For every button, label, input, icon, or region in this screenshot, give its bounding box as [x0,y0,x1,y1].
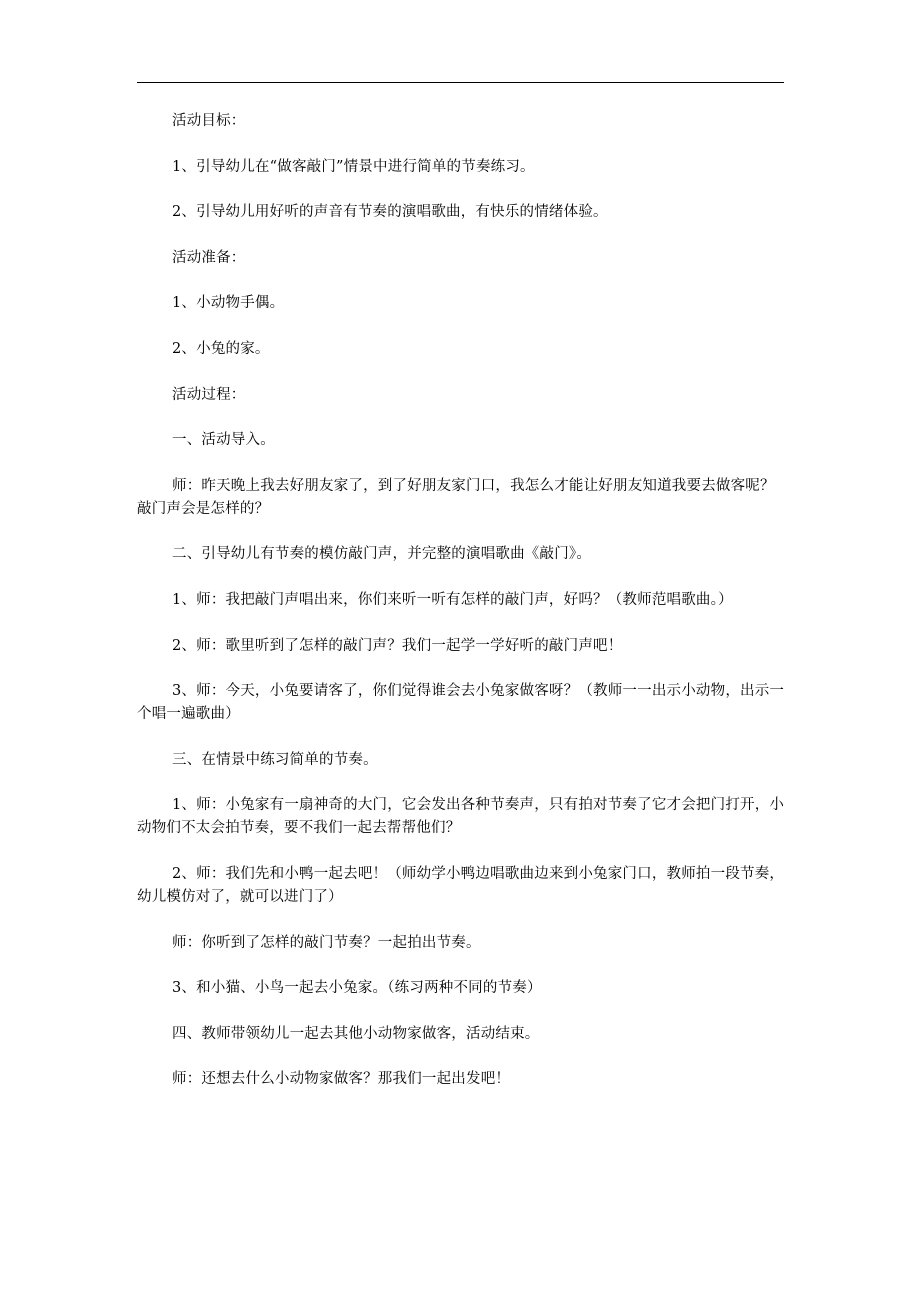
process-step-heading: 二、引导幼儿有节奏的模仿敲门声，并完整的演唱歌曲《敲门》。 [172,546,592,563]
section-heading-objectives: 活动目标： [172,113,246,129]
section-heading-process: 活动过程： [172,386,246,403]
process-paragraph: 3、师：今天，小兔要请客了，你们觉得谁会去小兔家做客呀？（教师一一出示小动物，出示一个唱一遍歌曲） [137,683,785,723]
process-paragraph: 3、和小猫、小鸟一起去小兔家。（练习两种不同的节奏） [172,980,542,997]
header-rule [137,82,784,83]
objective-item: 2、引导幼儿用好听的声音有节奏的演唱歌曲，有快乐的情绪体验。 [172,204,608,221]
preparation-item: 2、小兔的家。 [172,340,270,357]
process-paragraph: 2、师：歌里听到了怎样的敲门声？我们一起学一学好听的敲门声吧！ [172,637,623,654]
process-paragraph: 师：你听到了怎样的敲门节奏？一起拍出节奏。 [172,934,481,951]
process-paragraph: 2、师：我们先和小鸭一起去吧！（师幼学小鸭边唱歌曲边来到小兔家门口，教师拍一段节奏，幼儿模仿对了，就可以进门了） [137,865,785,905]
process-step-heading: 三、在情景中练习简单的节奏。 [172,751,378,768]
section-heading-preparation: 活动准备： [172,249,246,266]
document-body [137,110,787,1114]
process-paragraph: 师：还想去什么小动物家做客？那我们一起出发吧！ [172,1071,511,1088]
process-paragraph: 1、师：小兔家有一扇神奇的大门，它会发出各种节奏声，只有拍对节奏了它才会把门打开，小动物们不太会拍节奏，要不我们一起去帮帮他们？ [137,797,785,837]
process-paragraph: 1、师：我把敲门声唱出来，你们来听一听有怎样的敲门声，好吗？（教师范唱歌曲。） [172,591,733,608]
process-step-heading: 一、活动导入。 [172,432,275,449]
process-step-heading: 四、教师带领幼儿一起去其他小动物家做客，活动结束。 [172,1025,540,1042]
preparation-item: 1、小动物手偶。 [172,295,285,312]
objective-item: 1、引导幼儿在“做客敲门”情景中进行简单的节奏练习。 [172,158,535,175]
process-paragraph: 师：昨天晚上我去好朋友家了，到了好朋友家门口，我怎么才能让好朋友知道我要去做客呢？敲门声会是怎样的？ [137,477,775,517]
